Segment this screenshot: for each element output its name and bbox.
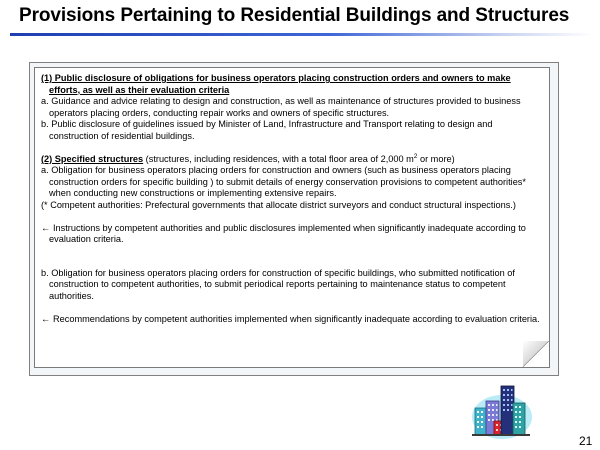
section2-note: (* Competent authorities: Prefectural governments that allocate district surveyors and conduct structural inspections.): [41, 199, 516, 210]
section2-arrow-note-2-line: [41, 314, 541, 326]
section2-heading-rest-before: (structures, including residences, with a total floor area of 2,000 m: [143, 153, 414, 164]
section2-heading-superscript: 2: [413, 152, 418, 160]
city-buildings-icon: [470, 383, 535, 441]
section2-arrow-note-2: Recommendations by competent authorities implemented when significantly inadequate according to evaluation criteria.: [53, 313, 540, 324]
title-underline: [10, 33, 593, 36]
section2-heading: (2) Specified structures: [41, 153, 144, 164]
left-arrow-icon: ←: [41, 313, 51, 324]
section2-item-a: a. Obligation for business operators placing orders for construction and owners (such as business operators placing construction orders for specific building ) to submit details of energy conservation provisions to competent authorities* when conducting new constructions or implementing extensive repairs.: [41, 165, 526, 199]
left-arrow-icon: ←: [41, 222, 51, 233]
section2-arrow-note-1-line: [41, 223, 541, 246]
section1-heading: (1) Public disclosure of obligations for business operators placing construction orders and owners to make efforts, as well as their evaluation criteria: [41, 73, 511, 95]
page-curl: [523, 341, 549, 367]
section2-heading-line: [41, 154, 541, 166]
content-body: [41, 73, 541, 325]
section2-arrow-note-1: Instructions by competent authorities and public disclosures implemented when significantly inadequate according to evaluation criteria.: [49, 222, 526, 245]
page-number: 21: [579, 434, 593, 448]
section1-item-a: a. Guidance and advice relating to design and construction, as well as maintenance of structures provided to business operators placing orders, conducting repair works and owners of specific structures.: [41, 96, 521, 118]
slide-title: Provisions Pertaining to Residential Buildings and Structures: [19, 5, 570, 26]
section1-item-b: b. Public disclosure of guidelines issued by Minister of Land, Infrastructure and Transport relating to design and construction of residential buildings.: [41, 119, 493, 141]
section2-heading-rest-after: or more): [417, 153, 455, 164]
section2-item-b: b. Obligation for business operators placing orders for construction of specific buildings, who submitted notification of construction to competent authorities, to submit periodical reports pertaining to maintenance status to competent authorities.: [41, 267, 515, 301]
content-card: [34, 67, 550, 368]
